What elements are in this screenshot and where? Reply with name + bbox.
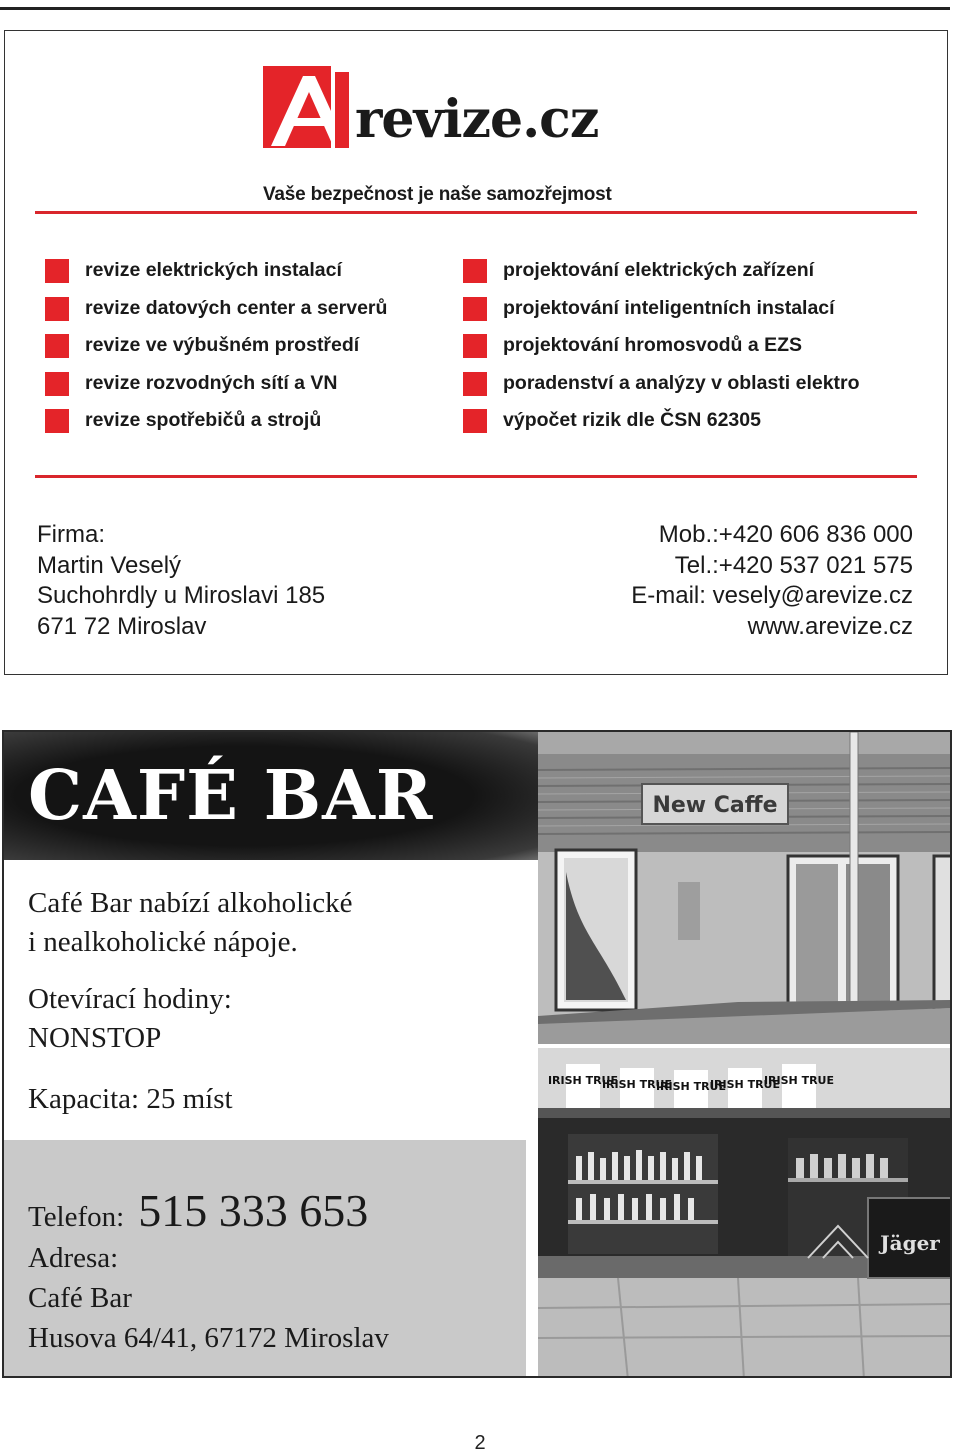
service-item: poradenství a analýzy v oblasti elektro [461, 368, 860, 406]
contacts-block [631, 520, 913, 642]
service-item: projektování elektrických zařízení [461, 255, 860, 293]
red-square-icon [463, 259, 487, 283]
service-item: revize ve výbušném prostředí [43, 330, 387, 368]
arevize-ad [4, 30, 948, 675]
service-item: revize spotřebičů a strojů [43, 405, 387, 443]
red-square-icon [463, 297, 487, 321]
red-square-icon [45, 372, 69, 396]
phone-row [28, 1184, 368, 1237]
capacity-text: Kapacita: 25 míst [28, 1083, 233, 1115]
logo-a-mark [263, 66, 358, 148]
opening-hours: Otevírací hodiny: NONSTOP [28, 983, 232, 1054]
cafe-bar-ad [2, 730, 952, 1378]
services-left-list [43, 255, 387, 443]
email-link[interactable]: E-mail: vesely@arevize.cz [631, 582, 913, 609]
logo-word: revize.cz [355, 89, 599, 150]
company-label: Firma: [37, 521, 105, 548]
red-square-icon [463, 334, 487, 358]
offer-text: Café Bar nabízí alkoholické i nealkoholické nápoje. [28, 887, 353, 958]
services-right-list [461, 255, 860, 443]
shop-sign: New Caffe [652, 793, 778, 818]
red-square-icon [45, 297, 69, 321]
bar-interior-photo [538, 1048, 952, 1378]
service-item: výpočet rizik dle ČSN 62305 [461, 405, 860, 443]
divider-bottom [35, 475, 917, 478]
red-square-icon [463, 372, 487, 396]
logo-tagline: Vaše bezpečnost je naše samozřejmost [263, 184, 612, 205]
address-label: Adresa: [28, 1242, 119, 1274]
bar-banner: IRISH TRUE [763, 1074, 835, 1087]
divider-top [35, 211, 917, 214]
arevize-logo [263, 66, 683, 216]
red-square-icon [45, 334, 69, 358]
cafe-title: CAFÉ BAR [28, 756, 434, 836]
phone-label: Telefon: [28, 1201, 125, 1233]
red-square-icon [45, 259, 69, 283]
jager-logo: Jäger [880, 1231, 940, 1255]
phone-number: Tel.:+420 537 021 575 [674, 551, 913, 579]
red-square-icon [45, 409, 69, 433]
bar-banner: IRISH TRUE [709, 1078, 781, 1091]
service-item: revize rozvodných sítí a VN [43, 368, 387, 406]
company-name: Martin Veselý [37, 551, 182, 579]
company-city: 671 72 Miroslav [37, 612, 207, 640]
building-photo [538, 732, 952, 1044]
service-item: revize elektrických instalací [43, 255, 387, 293]
address-street: Husova 64/41, 67172 Miroslav [28, 1322, 389, 1354]
company-street: Suchohrdly u Miroslavi 185 [37, 582, 326, 609]
bar-banner: IRISH TRUE [601, 1078, 673, 1091]
cafe-banner [4, 732, 538, 860]
company-block [37, 520, 325, 642]
bar-banner: IRISH TRUE [547, 1074, 619, 1087]
top-rule [0, 7, 950, 10]
website-link[interactable]: www.arevize.cz [747, 612, 913, 640]
service-item: projektování inteligentních instalací [461, 293, 860, 331]
page-number: 2 [474, 1432, 486, 1454]
address-block [28, 1238, 389, 1358]
service-item: projektování hromosvodů a EZS [461, 330, 860, 368]
address-name: Café Bar [28, 1282, 132, 1314]
phone-number-large[interactable]: 515 333 653 [138, 1185, 369, 1236]
service-item: revize datových center a serverů [43, 293, 387, 331]
red-square-icon [463, 409, 487, 433]
mobile-number: Mob.:+420 606 836 000 [658, 521, 913, 548]
bar-banner: IRISH TRUE [655, 1080, 727, 1093]
